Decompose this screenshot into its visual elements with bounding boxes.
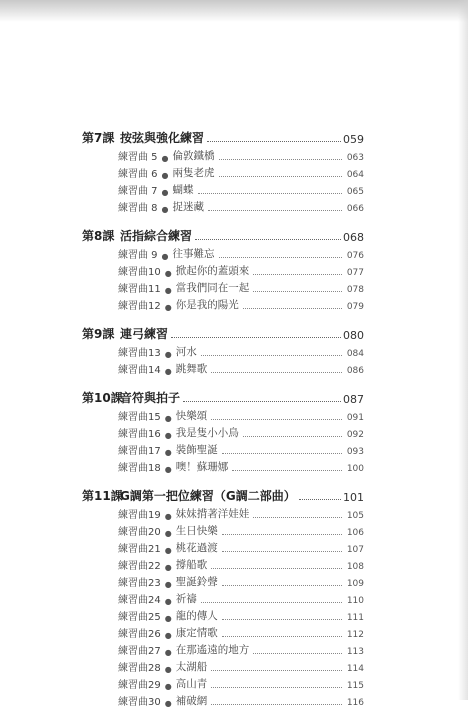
exercise-number: 練習曲17 [118, 446, 161, 457]
bullet-icon: ● [164, 465, 172, 474]
exercise-number: 練習曲 6 [118, 169, 158, 180]
lesson-section [82, 324, 364, 376]
dot-leader [253, 273, 342, 275]
dot-leader [299, 498, 341, 500]
exercise-page-number: 106 [346, 528, 364, 538]
dot-leader [219, 256, 342, 258]
dot-leader [219, 158, 342, 160]
dot-leader [201, 601, 342, 603]
lesson-number: 第11課 [82, 489, 123, 503]
exercise-number: 練習曲30 [118, 697, 161, 708]
exercise-title: 快樂頌 [175, 410, 208, 422]
exercise-entry[interactable] [82, 278, 364, 295]
exercise-title: 妹妹揹著洋娃娃 [175, 508, 250, 520]
exercise-entry[interactable] [82, 623, 364, 640]
bullet-icon: ● [161, 188, 169, 197]
bullet-icon: ● [164, 286, 172, 295]
bullet-icon: ● [164, 448, 172, 457]
exercise-title: 生日快樂 [175, 525, 218, 537]
exercise-title: 倫敦鐵橋 [172, 150, 215, 162]
lesson-section [82, 388, 364, 474]
exercise-entry[interactable] [82, 657, 364, 674]
exercise-number: 練習曲15 [118, 412, 161, 423]
exercise-page-number: 066 [346, 204, 364, 214]
dot-leader [183, 400, 341, 402]
exercise-entry[interactable] [82, 342, 364, 359]
lesson-page-number: 080 [343, 329, 364, 342]
bullet-icon: ● [164, 367, 172, 376]
lesson-section [82, 226, 364, 312]
exercise-entry[interactable] [82, 180, 364, 197]
exercise-page-number: 109 [346, 579, 364, 589]
exercise-title: 我是隻小小鳥 [175, 427, 239, 439]
exercise-title: 在那遙遠的地方 [175, 644, 250, 656]
exercise-number: 練習曲21 [118, 544, 161, 555]
bullet-icon: ● [164, 350, 172, 359]
exercise-entry[interactable] [82, 674, 364, 691]
exercise-title: 裝飾聖誕 [175, 444, 218, 456]
exercise-title: 往事難忘 [172, 248, 215, 260]
exercise-number: 練習曲27 [118, 646, 161, 657]
exercise-title: 蝴蝶 [172, 184, 194, 196]
bullet-icon: ● [164, 414, 172, 423]
exercise-number: 練習曲29 [118, 680, 161, 691]
exercise-entry[interactable] [82, 146, 364, 163]
exercise-number: 練習曲28 [118, 663, 161, 674]
lesson-section [82, 486, 364, 708]
exercise-entry[interactable] [82, 197, 364, 214]
dot-leader [222, 533, 342, 535]
exercise-page-number: 092 [346, 430, 364, 440]
bullet-icon: ● [164, 580, 172, 589]
bullet-icon: ● [164, 546, 172, 555]
exercise-title: 兩隻老虎 [172, 167, 215, 179]
lesson-page-number: 087 [343, 393, 364, 406]
exercise-entry[interactable] [82, 504, 364, 521]
exercise-page-number: 107 [346, 545, 364, 555]
exercise-title: 捉迷藏 [172, 201, 205, 213]
lesson-heading[interactable] [82, 324, 364, 342]
bullet-icon: ● [164, 665, 172, 674]
bullet-icon: ● [164, 269, 172, 278]
dot-leader [208, 209, 342, 211]
dot-leader [222, 550, 342, 552]
bullet-icon: ● [164, 563, 172, 572]
bullet-icon: ● [161, 205, 169, 214]
exercise-number: 練習曲19 [118, 510, 161, 521]
dot-leader [207, 140, 341, 142]
exercise-page-number: 111 [346, 613, 364, 623]
exercise-number: 練習曲20 [118, 527, 161, 538]
lesson-heading[interactable] [82, 388, 364, 406]
exercise-page-number: 108 [346, 562, 364, 572]
exercise-page-number: 112 [346, 630, 364, 640]
bullet-icon: ● [164, 682, 172, 691]
table-of-contents [82, 128, 364, 720]
dot-leader [222, 618, 342, 620]
dot-leader [201, 354, 342, 356]
exercise-page-number: 113 [346, 647, 364, 657]
exercise-number: 練習曲12 [118, 301, 161, 312]
exercise-page-number: 065 [346, 187, 364, 197]
exercise-title: 掀起你的蓋頭來 [175, 265, 250, 277]
exercise-entry[interactable] [82, 359, 364, 376]
exercise-entry[interactable] [82, 521, 364, 538]
page-edge-shadow [458, 0, 468, 700]
exercise-entry[interactable] [82, 457, 364, 474]
exercise-number: 練習曲11 [118, 284, 161, 295]
lesson-title: 音符與拍子 [120, 391, 181, 405]
lesson-page-number: 059 [343, 133, 364, 146]
exercise-entry[interactable] [82, 440, 364, 457]
exercise-title: 祈禱 [175, 593, 197, 605]
exercise-number: 練習曲14 [118, 365, 161, 376]
lesson-title: 連弓練習 [120, 327, 169, 341]
page-top-shadow [0, 0, 468, 22]
exercise-title: 聖誕鈴聲 [175, 576, 218, 588]
lesson-number: 第8課 [82, 229, 115, 243]
exercise-page-number: 063 [346, 153, 364, 163]
exercise-title: 龍的傳人 [175, 610, 218, 622]
exercise-page-number: 077 [346, 268, 364, 278]
exercise-page-number: 114 [346, 664, 364, 674]
bullet-icon: ● [161, 154, 169, 163]
exercise-number: 練習曲 5 [118, 152, 158, 163]
exercise-entry[interactable] [82, 572, 364, 589]
lesson-heading[interactable] [82, 128, 364, 146]
bullet-icon: ● [161, 252, 169, 261]
exercise-number: 練習曲22 [118, 561, 161, 572]
dot-leader [171, 336, 341, 338]
exercise-title: 噢！蘇珊娜 [175, 461, 229, 473]
exercise-page-number: 093 [346, 447, 364, 457]
exercise-entry[interactable] [82, 555, 364, 572]
exercise-title: 當我們同在一起 [175, 282, 250, 294]
lesson-number: 第9課 [82, 327, 115, 341]
bullet-icon: ● [164, 529, 172, 538]
exercise-number: 練習曲18 [118, 463, 161, 474]
lesson-heading[interactable] [82, 486, 364, 504]
exercise-number: 練習曲23 [118, 578, 161, 589]
exercise-page-number: 086 [346, 366, 364, 376]
exercise-entry[interactable] [82, 244, 364, 261]
exercise-title: 太湖船 [175, 661, 208, 673]
dot-leader [253, 290, 342, 292]
exercise-page-number: 100 [346, 464, 364, 474]
exercise-number: 練習曲 8 [118, 203, 158, 214]
exercise-title: 河水 [175, 346, 197, 358]
exercise-number: 練習曲13 [118, 348, 161, 359]
lesson-page-number: 101 [343, 491, 364, 504]
exercise-page-number: 079 [346, 302, 364, 312]
exercise-entry[interactable] [82, 640, 364, 657]
dot-leader [211, 567, 342, 569]
exercise-number: 練習曲24 [118, 595, 161, 606]
lesson-section [82, 128, 364, 214]
exercise-title: 你是我的陽光 [175, 299, 239, 311]
dot-leader [243, 307, 342, 309]
lesson-title: 按弦與強化練習 [120, 131, 205, 145]
bullet-icon: ● [164, 431, 172, 440]
dot-leader [232, 469, 342, 471]
bullet-icon: ● [164, 699, 172, 708]
exercise-page-number: 084 [346, 349, 364, 359]
dot-leader [198, 192, 342, 194]
exercise-number: 練習曲26 [118, 629, 161, 640]
lesson-title: G調第一把位練習（G調二部曲） [120, 489, 296, 503]
exercise-entry[interactable] [82, 295, 364, 312]
exercise-title: 補破網 [175, 695, 208, 707]
dot-leader [195, 238, 341, 240]
dot-leader [211, 686, 342, 688]
exercise-page-number: 110 [346, 596, 364, 606]
exercise-number: 練習曲 7 [118, 186, 158, 197]
exercise-page-number: 076 [346, 251, 364, 261]
bullet-icon: ● [164, 614, 172, 623]
exercise-entry[interactable] [82, 589, 364, 606]
lesson-page-number: 068 [343, 231, 364, 244]
dot-leader [253, 652, 342, 654]
exercise-page-number: 064 [346, 170, 364, 180]
exercise-entry[interactable] [82, 538, 364, 555]
exercise-entry[interactable] [82, 606, 364, 623]
exercise-title: 跳舞歌 [175, 363, 208, 375]
exercise-title: 高山青 [175, 678, 208, 690]
exercise-number: 練習曲10 [118, 267, 161, 278]
bullet-icon: ● [164, 631, 172, 640]
bullet-icon: ● [164, 597, 172, 606]
watermark-stamp [380, 198, 408, 212]
bullet-icon: ● [164, 648, 172, 657]
dot-leader [222, 584, 342, 586]
bullet-icon: ● [161, 171, 169, 180]
dot-leader [222, 452, 342, 454]
dot-leader [243, 435, 342, 437]
exercise-entry[interactable] [82, 261, 364, 278]
lesson-title: 活指綜合練習 [120, 229, 193, 243]
exercise-page-number: 116 [346, 698, 364, 708]
exercise-title: 康定情歌 [175, 627, 218, 639]
bullet-icon: ● [164, 512, 172, 521]
exercise-page-number: 091 [346, 413, 364, 423]
bullet-icon: ● [164, 303, 172, 312]
exercise-page-number: 105 [346, 511, 364, 521]
dot-leader [211, 418, 342, 420]
lesson-number: 第7課 [82, 131, 115, 145]
dot-leader [211, 371, 342, 373]
exercise-number: 練習曲16 [118, 429, 161, 440]
exercise-entry[interactable] [82, 423, 364, 440]
lesson-number: 第10課 [82, 391, 123, 405]
lesson-heading[interactable] [82, 226, 364, 244]
exercise-number: 練習曲25 [118, 612, 161, 623]
exercise-entry[interactable] [82, 163, 364, 180]
exercise-number: 練習曲 9 [118, 250, 158, 261]
exercise-page-number: 078 [346, 285, 364, 295]
dot-leader [222, 635, 342, 637]
exercise-page-number: 115 [346, 681, 364, 691]
dot-leader [253, 516, 342, 518]
exercise-title: 撐船歌 [175, 559, 208, 571]
dot-leader [211, 703, 342, 705]
exercise-title: 桃花過渡 [175, 542, 218, 554]
dot-leader [219, 175, 342, 177]
exercise-entry[interactable] [82, 406, 364, 423]
dot-leader [211, 669, 342, 671]
